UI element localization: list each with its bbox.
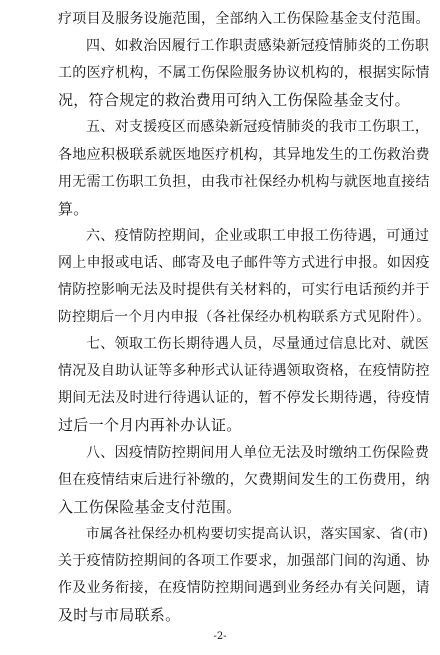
text-line: 市属各社保经办机构要切实提高认识，落实国家、省(市) bbox=[86, 525, 429, 542]
text-line: 五、对支援疫区而感染新冠疫情肺炎的我市工伤职工， bbox=[86, 119, 430, 136]
text-line: 算。 bbox=[58, 199, 89, 218]
text-line: 关于疫情防控期间的各项工作要求，加强部门间的沟通、协 bbox=[58, 552, 430, 569]
text-line: 情防控影响无法及时提供有关材料的，可实行电话预约并于 bbox=[58, 281, 430, 298]
text-line: 六、疫情防控期间，企业或职工申报工伤待遇，可通过 bbox=[86, 227, 430, 244]
text-line: 网上申报或电话、邮寄及电子邮件等方式进行申报。如因疫 bbox=[58, 254, 430, 271]
text-line: 况，符合规定的救治费用可纳入工伤保险基金支付。 bbox=[58, 91, 410, 110]
text-line: 工的医疗机构，不属工伤保险服务协议机构的，根据实际情 bbox=[58, 65, 430, 82]
text-line: 及时与市局联系。 bbox=[58, 606, 181, 624]
text-line: 七、领取工伤长期待遇人员，尽量通过信息比对、就医 bbox=[86, 336, 430, 353]
text-line: 用无需工伤职工负担，由我市社保经办机构与就医地直接结 bbox=[58, 173, 430, 190]
text-line: 但在疫情结束后进行补缴的，欠费期间发生的工伤费用，纳 bbox=[58, 471, 430, 488]
text-line: 作及业务衔接，在疫情防控期间遇到业务经办有关问题，请 bbox=[58, 579, 430, 596]
text-line: 各地应积极联系就医地医疗机构，其异地发生的工伤救治费 bbox=[58, 146, 430, 163]
text-line: 情况及自助认证等多种形式认证待遇领取资格，在疫情防控 bbox=[58, 363, 430, 380]
text-line: 入工伤保险基金支付范围。 bbox=[58, 497, 242, 516]
text-line: 八、因疫情防控期间用人单位无法及时缴纳工伤保险费 bbox=[86, 444, 430, 461]
text-line: 疗项目及服务设施范围，全部纳入工伤保险基金支付范围。 bbox=[58, 11, 430, 27]
text-line: 防控期后一个月内申报（各社保经办机构联系方式见附件）。 bbox=[58, 309, 431, 325]
text-line: 过后一个月内再补办认证。 bbox=[58, 416, 242, 435]
text-line: 四、如救治因履行工作职责感染新冠疫情肺炎的工伤职 bbox=[86, 38, 430, 55]
text-line: 期间无法及时进行待遇认证的，暂不停发长期待遇，待疫情 bbox=[58, 390, 430, 407]
page-number: -2- bbox=[213, 631, 227, 642]
